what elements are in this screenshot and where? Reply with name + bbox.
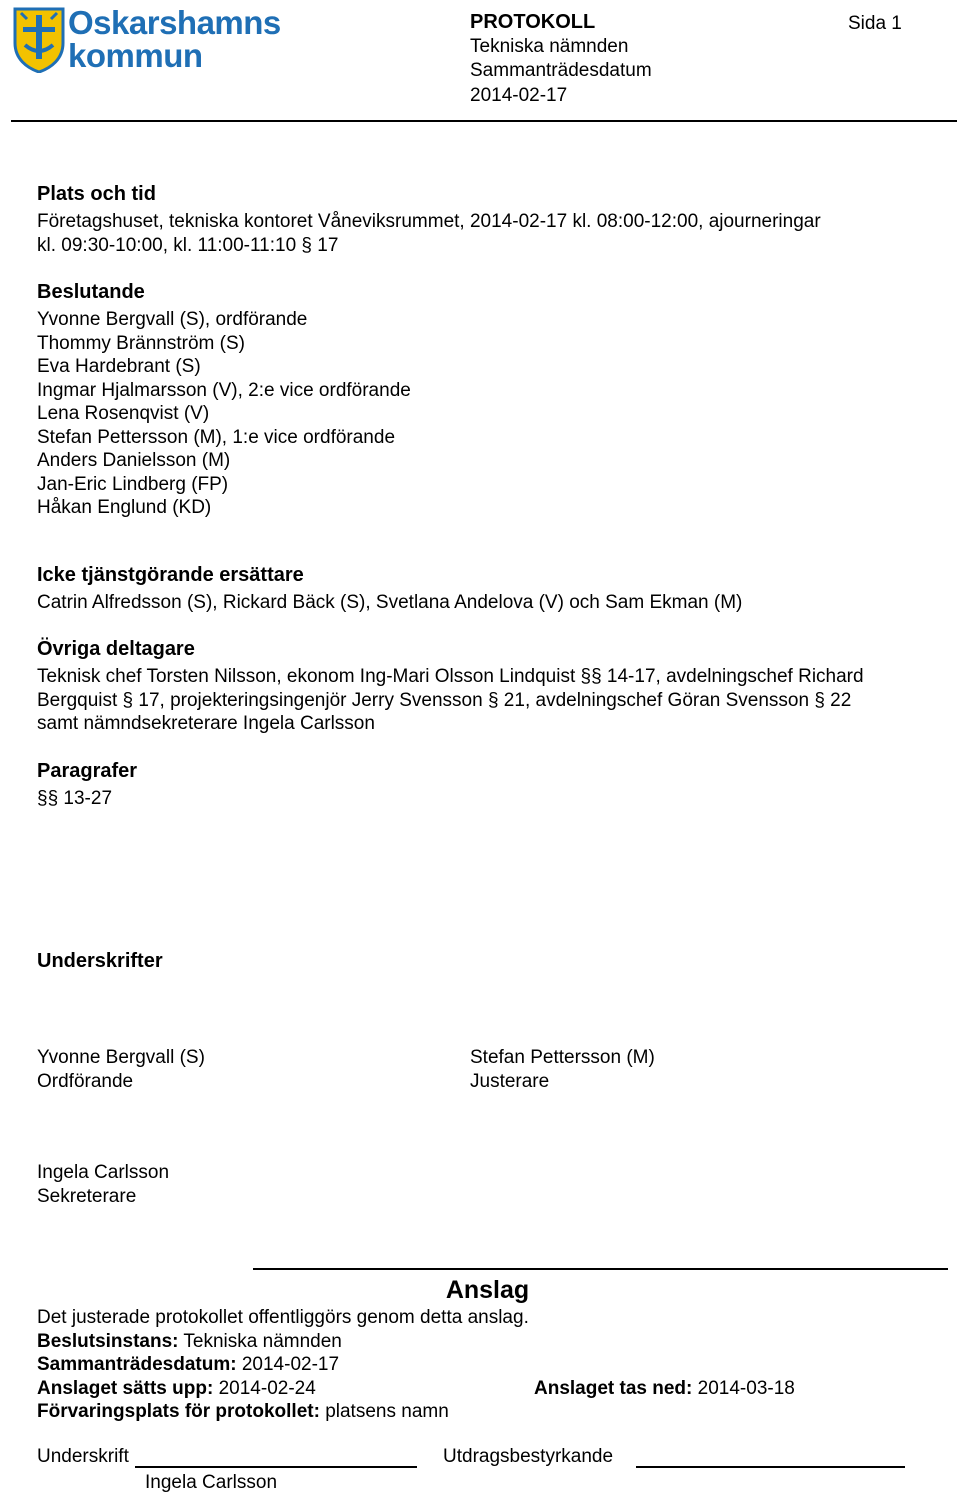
logo-text-line1: Oskarshamns (68, 4, 281, 41)
plats-line2: kl. 09:30-10:00, kl. 11:00-11:10 § 17 (37, 234, 339, 256)
anslag-forvaring (37, 1400, 449, 1424)
adjuster-name: Stefan Pettersson (M) (470, 1047, 655, 1068)
ovriga-line2: Bergquist § 17, projekteringsingenjör Jerry Svensson § 21, avdelningschef Göran Svensson § 22 (37, 689, 852, 711)
member-item: Jan-Eric Lindberg (FP) (37, 473, 229, 495)
chair-name: Yvonne Bergvall (S) (37, 1047, 205, 1068)
utdrag-label: Utdragsbestyrkande (443, 1446, 614, 1467)
underskrift-name: Ingela Carlsson (145, 1472, 278, 1493)
page-number: Sida 1 (848, 13, 902, 34)
section-heading-beslutande: Beslutande (37, 281, 145, 303)
logo-text-line2: kommun (68, 37, 203, 74)
beslutsinstans-value: Tekniska nämnden (183, 1330, 342, 1352)
member-item: Stefan Pettersson (M), 1:e vice ordförande (37, 426, 396, 448)
logo-wordmark (68, 6, 281, 72)
adjuster-role: Justerare (470, 1070, 550, 1092)
anslag-sammantradesdatum (37, 1353, 339, 1377)
section-heading-ovriga: Övriga deltagare (37, 638, 195, 660)
ersattare-text: Catrin Alfredsson (S), Rickard Bäck (S), Svetlana Andelova (V) och Sam Ekman (M) (37, 592, 743, 613)
beslutsinstans-label: Beslutsinstans: (37, 1330, 179, 1352)
ovriga-line1: Teknisk chef Torsten Nilsson, ekonom Ing-Mari Olsson Lindquist §§ 14-17, avdelningschef Richard (37, 666, 864, 687)
anslag-divider (253, 1268, 948, 1270)
beslutande-list (37, 308, 927, 520)
section-heading-paragrafer: Paragrafer (37, 760, 138, 782)
municipality-logo (9, 5, 69, 73)
nedtaget-label: Anslaget tas ned: (534, 1377, 693, 1399)
uppsatt-value: 2014-02-24 (218, 1377, 316, 1399)
nedtaget-value: 2014-03-18 (697, 1377, 795, 1399)
anslag-uppsatt (37, 1377, 316, 1401)
forvaring-label: Förvaringsplats för protokollet: (37, 1401, 320, 1422)
anslag-nedtaget (534, 1377, 795, 1401)
anslag-intro: Det justerade protokollet offentliggörs genom detta anslag. (37, 1307, 529, 1328)
member-item: Ingmar Hjalmarsson (V), 2:e vice ordförande (37, 379, 411, 401)
section-heading-underskrifter: Underskrifter (37, 950, 163, 972)
anslag-beslutsinstans (37, 1330, 342, 1354)
underskrift-label: Underskrift (37, 1446, 129, 1467)
member-item: Håkan Englund (KD) (37, 497, 212, 518)
plats-line1: Företagshuset, tekniska kontoret Våneviksrummet, 2014-02-17 kl. 08:00-12:00, ajourneringar (37, 211, 821, 232)
meeting-date: 2014-02-17 (470, 84, 568, 106)
uppsatt-label: Anslaget sätts upp: (37, 1377, 214, 1399)
ovriga-line3: samt nämndsekreterare Ingela Carlsson (37, 713, 375, 734)
doc-type: PROTOKOLL (470, 11, 596, 33)
underskrift-signature-line (135, 1466, 417, 1468)
chair-role: Ordförande (37, 1070, 134, 1092)
member-item: Yvonne Bergvall (S), ordförande (37, 309, 308, 330)
member-item: Lena Rosenqvist (V) (37, 403, 210, 424)
section-heading-ersattare: Icke tjänstgörande ersättare (37, 564, 304, 586)
header-meta (470, 10, 652, 108)
member-item: Thommy Brännström (S) (37, 332, 245, 354)
member-item: Anders Danielsson (M) (37, 450, 231, 471)
meeting-date-label: Sammanträdesdatum (470, 60, 652, 81)
utdrag-signature-line (636, 1466, 905, 1468)
sammantradesdatum-label: Sammanträdesdatum: (37, 1354, 237, 1375)
secretary-name: Ingela Carlsson (37, 1162, 170, 1183)
anslag-title: Anslag (445, 1276, 530, 1304)
secretary-role: Sekreterare (37, 1185, 137, 1207)
section-heading-plats: Plats och tid (37, 183, 156, 205)
paragrafer-text: §§ 13-27 (37, 788, 113, 809)
sammantradesdatum-value: 2014-02-17 (241, 1354, 340, 1375)
board-name: Tekniska nämnden (470, 35, 629, 57)
member-item: Eva Hardebrant (S) (37, 356, 201, 377)
header-divider (11, 120, 957, 122)
forvaring-value: platsens namn (325, 1401, 449, 1422)
